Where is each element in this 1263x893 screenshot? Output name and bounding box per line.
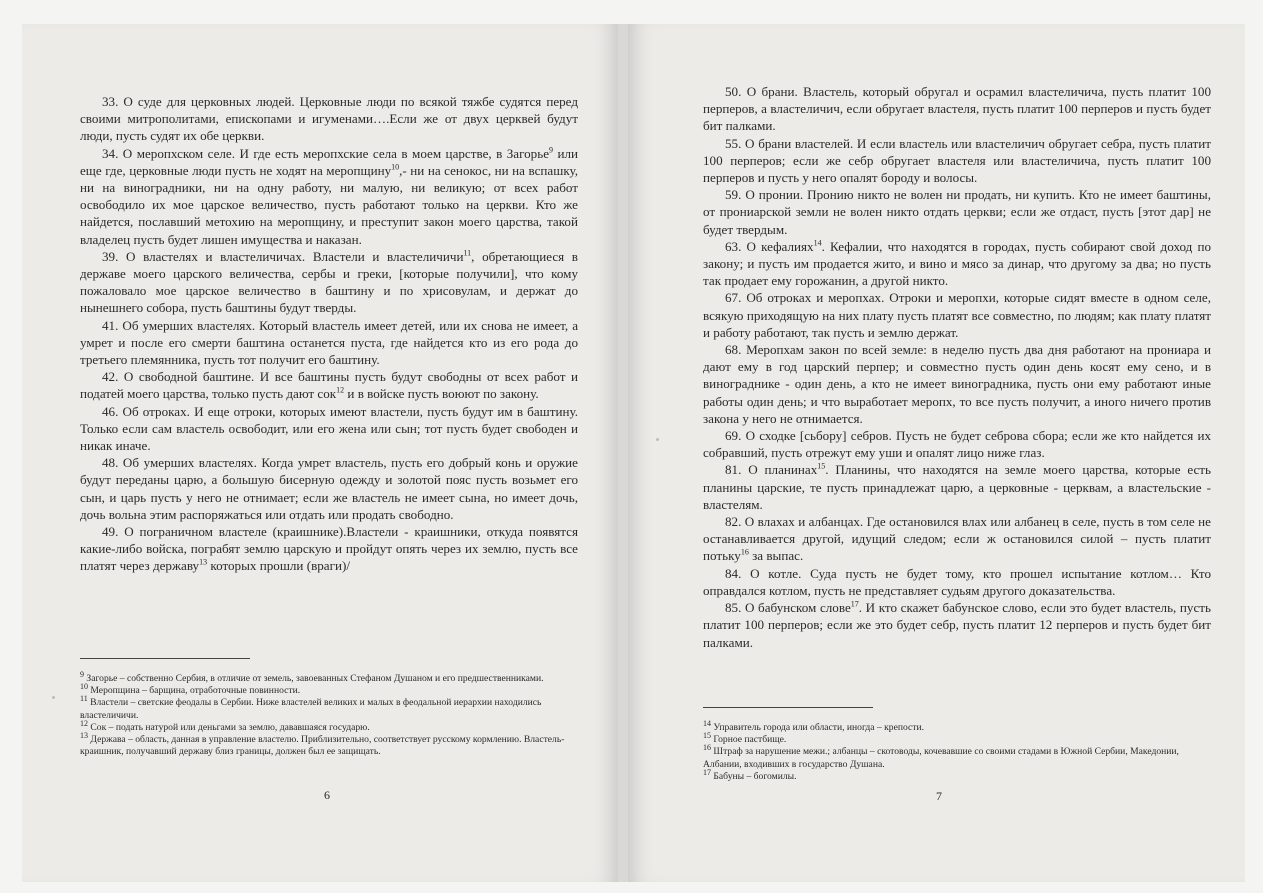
footnote — [703, 767, 1203, 783]
article-paragraph — [80, 145, 578, 248]
footnote-ref: 10 — [391, 162, 400, 172]
paragraph-text: . Кефалии, что находятся в городах, пусть собирают свой доход по закону; и пусть им продается жито, и вино и мясо за динар, что другому за два; но пусть так продает ему горожанин, а другой никто. — [703, 238, 1211, 289]
scan-speck — [52, 696, 55, 699]
article-paragraph — [703, 83, 1211, 135]
footnote-text: Загорье – собственно Сербия, в отличие от земель, завоеванных Стефаном Душаном и его предшественниками. — [86, 673, 544, 684]
footnote-text: Меропщина – барщина, отработочные повинности. — [90, 685, 301, 697]
footnote — [80, 730, 578, 758]
paragraph-text: . И кто скажет бабунское слово, если это будет властель, пусть платит 100 перперов; если же это будет себр, пусть платит 12 перперов и пусть будет бит палками. — [703, 600, 1211, 650]
article-paragraph — [703, 289, 1211, 341]
article-paragraph — [80, 248, 578, 317]
footnote-ref: 17 — [850, 599, 859, 609]
paragraph-text: и в войске пусть воюют по закону. — [344, 386, 539, 402]
left-page — [22, 24, 618, 882]
footnote-text: Властели – светские феодалы в Сербии. Ниже властелей великих и малых в феодальной иерархии находились властеличичи. — [80, 697, 542, 721]
article-paragraph — [80, 317, 578, 369]
footnote — [703, 731, 1203, 746]
paragraph-text: , обретающиеся в державе моего царского величества, сербы и греки, [которые получили], что кому пожаловало мое царское величество в баштину и по хрисовулам, и держат до нынешнего собора, пусть баштины будут тверды. — [80, 248, 578, 316]
paragraph-text: 67. Об отроках и меропхах. Отроки и меропхи, которые сидят вместе в одном селе, всякую приходящую на них плату пусть платят все совместно, по людям; как плату платят и работу работают, так пусть и землю держат. — [703, 290, 1211, 340]
footnote-rule — [80, 658, 250, 659]
article-paragraph — [80, 523, 578, 575]
paragraph-text: 81. О планинах — [725, 462, 818, 478]
footnote — [80, 669, 578, 685]
article-paragraph — [80, 368, 578, 402]
footnote — [703, 718, 1203, 734]
paragraph-text: 82. О влахах и албанцах. Где остановился влах или албанец в селе, пусть в том селе не останавливается другой, идущий следом; если ж остановился силой – пусть платит потьку — [703, 514, 1211, 564]
paragraph-text: . Планины, что находятся на земле моего царства, которые есть планины царские, те пусть принадлежат царю, а церковные - церквам, а властельские - властелям. — [703, 462, 1211, 512]
footnote-ref: 15 — [817, 462, 826, 472]
footnote-text: Держава – область, данная в управление властелю. Приблизительно, соответствует русскому кормлению. Властель-краишник, получавший державу близ границы, должен был ее защищать. — [80, 734, 565, 758]
footnote-number: 10 — [80, 682, 88, 692]
footnote-number: 14 — [703, 718, 711, 728]
article-paragraph — [80, 93, 578, 145]
paragraph-text: 69. О сходке [сьбору] себров. Пусть не будет себрова сбора; если же кто найдется их собравший, пусть отрежут ему уши и опалят лицо ниже глаз. — [703, 428, 1211, 461]
article-paragraph — [703, 599, 1211, 651]
article-paragraph — [80, 403, 578, 455]
article-paragraph — [703, 238, 1211, 290]
footnote-number: 12 — [80, 718, 88, 728]
footnote-number: 11 — [80, 694, 88, 704]
footnote-text: Сок – подать натурой или деньгами за землю, дававшаяся государю. — [90, 721, 370, 733]
paragraph-text: 49. О пограничном властеле (краишнике).Властели - краишники, откуда появятся какие-либо войска, пограбят землю царскую и пройдут опять через их землю, пусть все платят через державу — [80, 524, 578, 574]
left-footnote-list — [80, 669, 578, 758]
footnote-text: Горное пастбище. — [713, 734, 787, 746]
paragraph-text: 39. О властелях и властеличичах. Властели и властеличичи — [102, 248, 464, 264]
paragraph-text: которых прошли (враги)/ — [207, 558, 350, 574]
paragraph-text: за выпас. — [748, 548, 804, 564]
book-gutter — [618, 24, 628, 882]
paragraph-text: 84. О котле. Суда пусть не будет тому, кто прошел испытание котлом… Кто оправдался котлом, пусть не представляет судьям другого доказательства. — [703, 565, 1211, 598]
article-paragraph — [703, 135, 1211, 187]
paragraph-text: 59. О пронии. Пронию никто не волен ни продать, ни купить. Кто не имеет баштины, от прониарской земли не волен никто отдать церкви; если же отдаст, пусть [этот дар] не будет твердым. — [703, 187, 1211, 237]
footnote-number: 13 — [80, 730, 88, 740]
footnote-ref: 14 — [813, 238, 822, 248]
paragraph-text: 48. Об умерших властелях. Когда умрет властель, пусть его добрый конь и оружие будут переданы царю, а большую бисерную одежду и золотой пояс пусть возьмет его сын, и царь пусть у него не отнимает; если же властель не имеет сына, но имеет дочь, дочь вольна этим распоряжаться или отдать или продать свободно. — [80, 455, 578, 522]
scan-speck — [656, 438, 659, 441]
paragraph-text: 50. О брани. Властель, который обругал и осрамил властеличича, пусть платит 100 перперов, а властеличич, если обругает властеля, пусть платит 100 перперов и пусть будет бит палками. — [703, 84, 1211, 134]
footnote-ref: 16 — [740, 548, 749, 558]
article-paragraph — [703, 565, 1211, 599]
right-page — [628, 24, 1245, 882]
paragraph-text: ,- ни на сенокос, ни на вспашку, ни на виноградники, ни на одну работу, ни малую, ни великую; от всех работ освободило их мое царское величество, пусть работают только на церкви. Кто же найдется, пославший метохию на меропщину, и преступит закон моего царства, такой владелец пусть будет лишен имущества и наказан. — [80, 162, 579, 247]
footnote — [80, 718, 578, 734]
footnote — [80, 694, 578, 721]
footnote-text: Управитель города или области, иногда – крепости. — [713, 722, 925, 733]
footnote — [80, 682, 578, 697]
page-number-right: 7 — [936, 789, 942, 803]
footnote-ref: 11 — [463, 248, 472, 258]
footnote-ref: 13 — [199, 558, 208, 568]
footnote-ref: 9 — [549, 145, 554, 155]
footnote-rule — [703, 707, 873, 708]
footnote-number: 9 — [80, 669, 84, 679]
right-footnote-list — [703, 718, 1203, 783]
left-page-body — [80, 93, 578, 575]
paragraph-text: 34. О меропхском селе. И где есть меропхские села в моем царстве, в Загорье — [102, 145, 550, 161]
footnote-text: Бабуны – богомилы. — [713, 770, 797, 782]
article-paragraph — [703, 513, 1211, 565]
paragraph-text: 42. О свободной баштине. И все баштины пусть будут свободны от всех работ и податей моего царства, только пусть дают сок — [80, 369, 578, 402]
footnote-number: 17 — [703, 767, 711, 777]
paragraph-text: 63. О кефалиях — [725, 238, 814, 254]
paragraph-text: 33. О суде для церковных людей. Церковные люди по всякой тяжбе судятся перед своими митрополитами, епископами и игуменами….Если же от двух церквей будут люди, пусть судят их обе церкви. — [80, 94, 578, 144]
article-paragraph — [703, 461, 1211, 513]
footnote-number: 16 — [703, 743, 711, 753]
paragraph-text: 55. О брани властелей. И если властель или властеличич обругает себра, пусть платит 100 перперов; если же себр обругает властеля или властеличича, пусть платит 100 перперов и пусть у него опалят бороду и волосы. — [703, 135, 1211, 186]
paragraph-text: 68. Меропхам закон по всей земле: в неделю пусть два дня работают на прониара и дают ему в год царский перпер; и совместно пусть один день косят ему сено, и в винограднике - один день, а кто не имеет виноградника, пусть они ему работают иные работы один день; и что выработает меропх, то все пусть получит, а иного ничего против закона у него не отнимается. — [703, 342, 1211, 426]
right-page-body — [703, 83, 1211, 651]
paragraph-text: или еще где, церковные люди пусть не ходят на меропщину — [80, 145, 579, 178]
footnote-text: Штраф за нарушение межи.; албанцы – скотоводы, кочевавшие со своими стадами в Южной Сербии, Македонии, Албании, входивших в государство Душана. — [703, 746, 1179, 770]
article-paragraph — [703, 186, 1211, 238]
footnote-number: 15 — [703, 731, 711, 741]
footnote — [703, 743, 1203, 770]
right-footnotes — [703, 707, 1203, 783]
paragraph-text: 41. Об умерших властелях. Который властель имеет детей, или их снова не имеет, а умрет и после его смерти баштина останется пуста, где найдется кто из его рода до третьего племянника, пусть тот получит его баштину. — [80, 317, 578, 368]
article-paragraph — [703, 341, 1211, 427]
paragraph-text: 46. Об отроках. И еще отроки, которых имеют властели, пусть будут им в баштину. Только если сам властель освободит, или его жена или сын; тот пусть будет свободен и никак иначе. — [80, 403, 578, 454]
article-paragraph — [80, 454, 578, 523]
paragraph-text: 85. О бабунском слове — [725, 600, 851, 616]
footnote-ref: 12 — [336, 386, 345, 396]
left-footnotes — [80, 658, 578, 758]
article-paragraph — [703, 427, 1211, 461]
page-number-left: 6 — [324, 788, 330, 802]
